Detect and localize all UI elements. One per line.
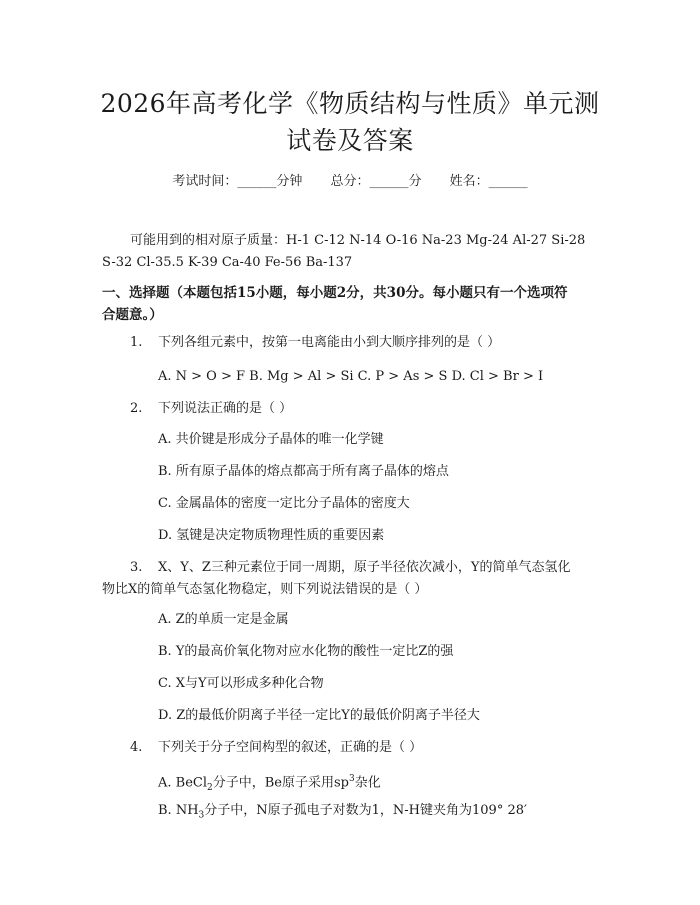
question-text: 下列关于分子空间构型的叙述，正确的是（ ） <box>158 740 423 755</box>
question-text: 下列说法正确的是（ ） <box>158 401 293 416</box>
question-3-option-b: B. Y的最高价氧化物对应水化物的酸性一定比Z的强 <box>158 644 454 659</box>
option-text: 杂化 <box>354 775 381 791</box>
exam-info-row <box>0 170 700 189</box>
total-score-field: 总分：______分 <box>330 174 422 189</box>
question-number: 3. <box>130 560 143 575</box>
section-heading-line-1: 一、选择题（本题包括15小题，每小题2分，共30分。每小题只有一个选项符 <box>102 285 568 301</box>
atomic-mass-line-1: 可能用到的相对原子质量：H-1 C-12 N-14 O-16 Na-23 Mg-24 Al-27 Si-28 <box>130 233 586 248</box>
question-1-stem <box>102 332 602 354</box>
question-4-option-b <box>158 801 598 826</box>
subscript: 3 <box>198 810 205 821</box>
question-4-option-a <box>158 769 598 798</box>
exam-title-line-1: 2026年高考化学《物质结构与性质》单元测 <box>100 89 600 118</box>
option-text: 分子中，N原子孤电子对数为1，N-H键夹角为109° 28′ <box>204 803 527 818</box>
question-2-option-d: D. 氢键是决定物质物理性质的重要因素 <box>158 528 385 543</box>
exam-title-line-2: 试卷及答案 <box>286 126 414 155</box>
question-3-option-d: D. Z的最低价阴离子半径一定比Y的最低价阴离子半径大 <box>158 708 480 723</box>
question-number: 4. <box>130 740 143 755</box>
question-4-stem <box>102 737 602 759</box>
student-name-field: 姓名：______ <box>449 174 528 189</box>
option-text: A. BeCl <box>158 775 208 791</box>
option-text: 分子中，Be原子采用sp <box>212 775 349 791</box>
question-3-stem <box>102 557 602 601</box>
subscript: 2 <box>207 782 213 793</box>
exam-time-field: 考试时间：______分钟 <box>172 174 303 189</box>
question-3-option-c: C. X与Y可以形成多种化合物 <box>158 676 324 691</box>
question-number: 2. <box>130 401 143 416</box>
atomic-mass-note <box>102 230 602 274</box>
question-1-options: A. N > O > F B. Mg > Al > Si C. P > As > S D. Cl > Br > I <box>158 369 544 384</box>
superscript: 3 <box>349 774 355 784</box>
question-2-stem <box>102 398 602 420</box>
question-number: 1. <box>130 335 143 350</box>
question-text: 下列各组元素中，按第一电离能由小到大顺序排列的是（ ） <box>158 335 501 350</box>
section-heading <box>102 282 602 326</box>
section-heading-line-2: 合题意。） <box>102 307 163 323</box>
question-2-option-a: A. 共价键是形成分子晶体的唯一化学键 <box>158 432 384 447</box>
question-3-option-a: A. Z的单质一定是金属 <box>158 612 289 627</box>
option-text: B. NH <box>158 803 199 818</box>
atomic-mass-line-2: S-32 Cl-35.5 K-39 Ca-40 Fe-56 Ba-137 <box>102 255 353 270</box>
question-2-option-b: B. 所有原子晶体的熔点都高于所有离子晶体的熔点 <box>158 464 449 479</box>
question-2-option-c: C. 金属晶体的密度一定比分子晶体的密度大 <box>158 496 410 511</box>
question-text-line-2: 物比X的简单气态氢化物稳定，则下列说法错误的是（ ） <box>102 582 428 597</box>
question-text-line-1: X、Y、Z三种元素位于同一周期，原子半径依次减小，Y的简单气态氢化 <box>158 560 571 575</box>
